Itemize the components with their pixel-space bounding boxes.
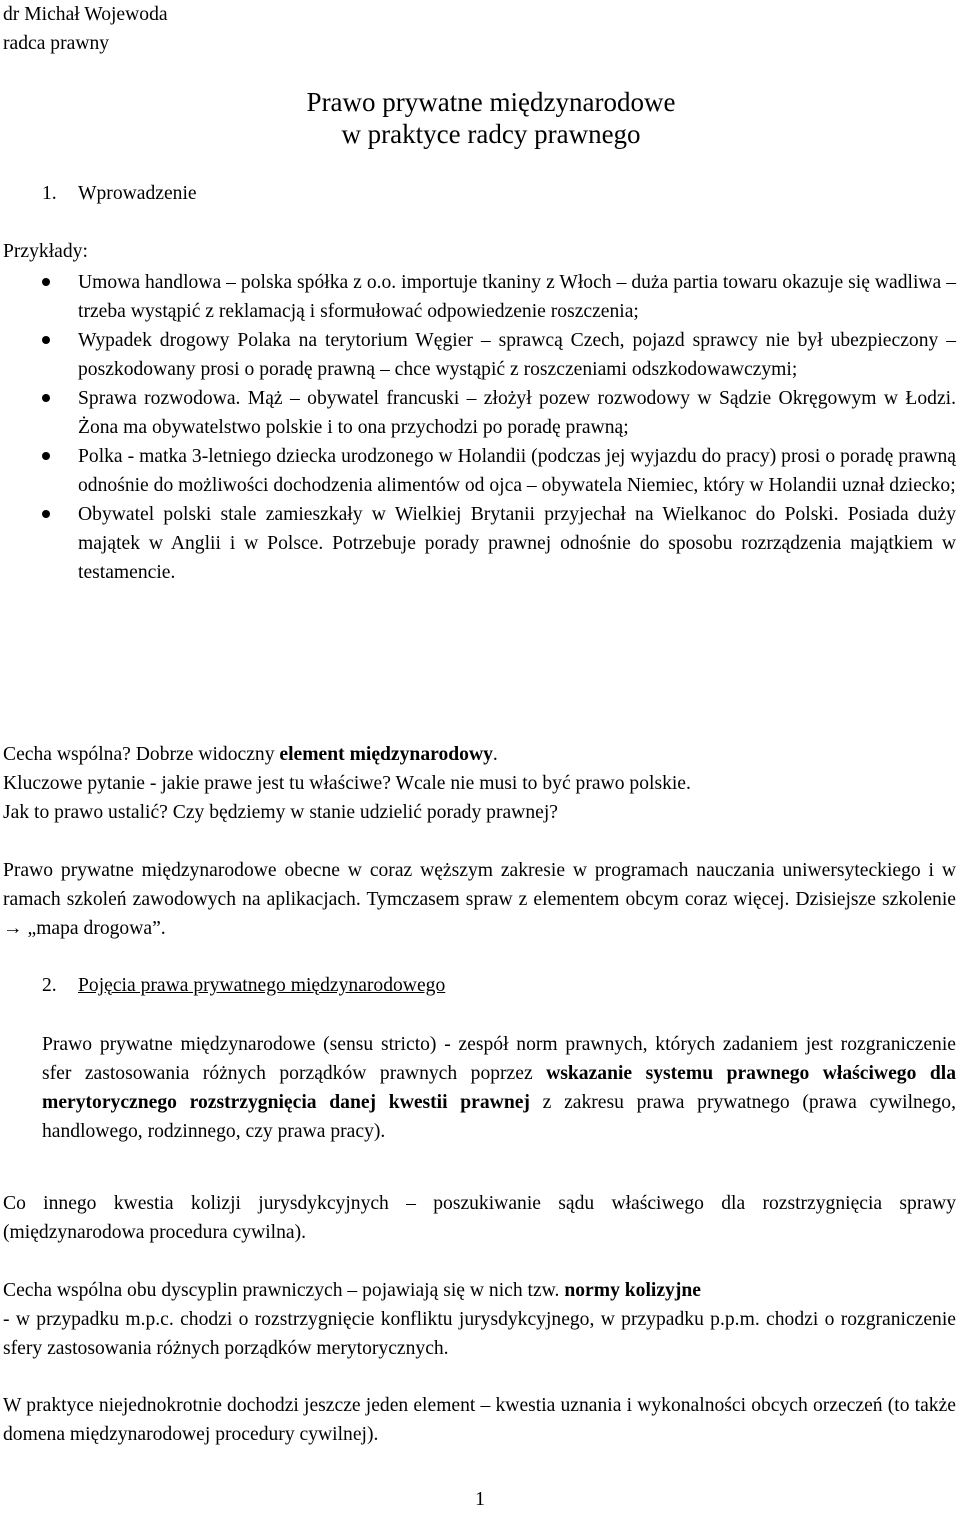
example-text: Obywatel polski stale zamieszkały w Wielkiej Brytanii przyjechał na Wielkanoc do Polski. Posiada duży majątek w Anglii i w Polsce. Potrzebuje porady prawnej odnośnie do sposobu rozrządzenia majątkiem w testamencie.	[78, 504, 956, 583]
examples-label: Przykłady:	[3, 241, 88, 262]
norms-rest: - w przypadku m.p.c. chodzi o rozstrzygnięcie konfliktu jurysdykcyjnego, w przypadku p.p.m. chodzi o rozgraniczenie sfery zastosowania różnych porządków merytorycznych.	[3, 1309, 956, 1359]
example-text: Polka - matka 3-letniego dziecka urodzonego w Holandii (podczas jej wyjazdu do pracy) prosi o poradę prawną odnośnie do możliwości dochodzenia alimentów od ojca – obywatela Niemiec, który w Holandii uznał dziecko;	[78, 446, 956, 496]
bullet-icon	[42, 336, 50, 344]
conflict-paragraph: Co innego kwestia kolizji jurysdykcyjnych – poszukiwanie sądu właściwego dla rozstrzygnięcia sprawy (międzynarodowa procedura cywilna).	[3, 1193, 956, 1243]
recognition-paragraph: W praktyce niejednokrotnie dochodzi jeszcze jeden element – kwestia uznania i wykonalności obcych orzeczeń (to także domena międzynarodowej procedury cywilnej).	[3, 1395, 956, 1445]
examples-list	[0, 268, 960, 587]
section-2-title: Pojęcia prawa prywatnego międzynarodowego	[78, 975, 446, 996]
list-item	[0, 384, 960, 442]
common-feature-block	[3, 740, 956, 827]
section-1-number: 1.	[42, 183, 57, 204]
example-text: Wypadek drogowy Polaka na terytorium Węgier – sprawcą Czech, pojazd sprawcy nie był ubezpieczony – poszkodowany prosi o poradę prawną – chce wystąpić z roszczeniami odszkodowawczymi;	[78, 330, 956, 380]
bullet-icon	[42, 278, 50, 286]
common-line-1-text: Cecha wspólna? Dobrze widoczny	[3, 744, 280, 765]
bullet-icon	[42, 452, 50, 460]
section-1-title: Wprowadzenie	[78, 183, 197, 204]
example-text: Sprawa rozwodowa. Mąż – obywatel francuski – złożył pozew rozwodowy w Sądzie Okręgowym w Łodzi. Żona ma obywatelstwo polskie i to ona przychodzi po poradę prawną;	[78, 388, 956, 438]
list-item	[0, 442, 960, 500]
bullet-icon	[42, 510, 50, 518]
examples-list-wrap	[0, 268, 960, 587]
common-line-1-bold: element międzynarodowy	[279, 744, 493, 765]
list-item	[0, 326, 960, 384]
title-line-2: w praktyce radcy prawnego	[341, 119, 641, 149]
common-line-1-end: .	[492, 744, 498, 765]
document-title	[0, 86, 960, 150]
common-line-2: Kluczowe pytanie - jakie prawe jest tu właściwe? Wcale nie musi to być prawo polskie.	[3, 773, 691, 794]
definition-text: Prawo prywatne międzynarodowe (sensu stricto) - zespół norm prawnych, których zadaniem jest rozgraniczenie sfer zastosowania różnych porządków prawnych poprzez	[42, 1034, 956, 1084]
author-title: radca prawny	[3, 33, 110, 54]
bullet-icon	[42, 394, 50, 402]
norms-line-1-text: Cecha wspólna obu dyscyplin prawniczych – pojawiają się w nich tzw.	[3, 1280, 565, 1301]
section-1-heading	[42, 179, 197, 208]
list-item	[0, 268, 960, 326]
common-line-1	[3, 740, 956, 769]
section-2-heading	[42, 971, 445, 1000]
intro-paragraph: Prawo prywatne międzynarodowe obecne w coraz węższym zakresie w programach nauczania uniwersyteckiego i w ramach szkoleń zawodowych na aplikacjach. Tymczasem spraw z elementem obcym coraz więcej. Dzisiejsze szkolenie → „mapa drogowa”.	[3, 860, 956, 939]
list-item	[0, 500, 960, 587]
norms-line-1	[3, 1276, 956, 1305]
definition-end: z zakresu prawa prywatnego (prawa cywilnego, handlowego, rodzinnego, czy prawa pracy).	[42, 1092, 956, 1142]
norms-paragraph	[3, 1276, 956, 1363]
page-number: 1	[475, 1488, 485, 1510]
definition-paragraph	[42, 1030, 956, 1146]
definition-bold: wskazanie systemu prawnego właściwego dla merytorycznego rozstrzygnięcia danej kwestii prawnej	[42, 1063, 956, 1113]
norms-bold: normy kolizyjne	[564, 1280, 701, 1301]
author-name: dr Michał Wojewoda	[3, 4, 168, 25]
title-line-1: Prawo prywatne międzynarodowe	[306, 87, 676, 117]
example-text: Umowa handlowa – polska spółka z o.o. importuje tkaniny z Włoch – duża partia towaru okazuje się wadliwa – trzeba wystąpić z reklamacją i sformułować odpowiedzenie roszczenia;	[78, 272, 956, 322]
common-line-3: Jak to prawo ustalić? Czy będziemy w stanie udzielić porady prawnej?	[3, 802, 558, 823]
section-2-number: 2.	[42, 975, 57, 996]
author-block	[3, 0, 168, 58]
